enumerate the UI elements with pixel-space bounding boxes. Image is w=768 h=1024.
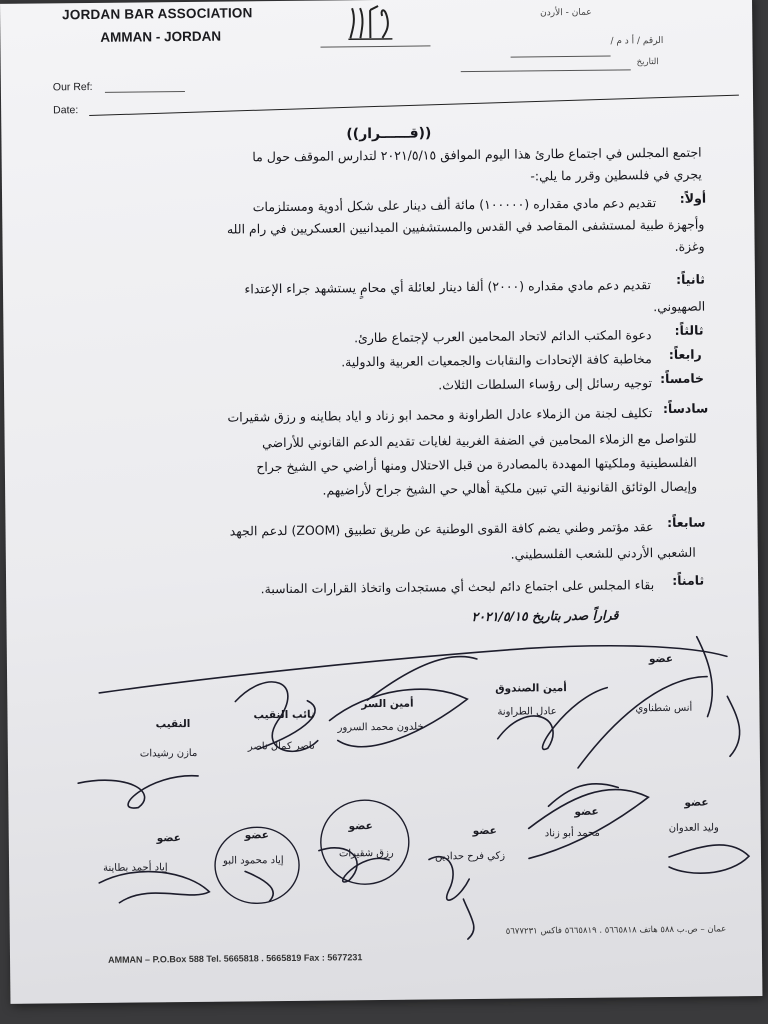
- item-1-line-1: تقديم دعم مادي مقداره (١٠٠٠٠٠) مائة ألف دينار على شكل أدوية ومستلزمات: [252, 195, 657, 215]
- ref-label-ar: الرقم / أ د م /: [610, 35, 664, 47]
- sig-name-9: زكي فرح حدادين: [434, 850, 506, 863]
- bar-association-logo: [342, 2, 398, 43]
- sig-title-2: نائب النقيب: [253, 708, 315, 722]
- decision-heading: ((قــــــرار)): [346, 125, 432, 143]
- item-label-7: سابعاً:: [666, 514, 706, 530]
- date-label-ar: التاريخ: [636, 57, 659, 68]
- sig-title-8: عضو: [348, 820, 373, 833]
- sig-name-7: إياد محمود البو: [222, 855, 284, 867]
- sig-title-11: عضو: [684, 796, 709, 809]
- item-5-text: توجيه رسائل إلى رؤساء السلطات الثلاث.: [438, 375, 653, 393]
- item-label-5: خامساً:: [660, 370, 705, 387]
- item-2-line-1: تقديم دعم مادي مقداره (٢٠٠٠) ألفا دينار لعائلة أي محامٍ يستشهد جراء الإعتداء: [244, 277, 652, 297]
- ref-line-ar: [511, 56, 611, 58]
- item-6-line-2: للتواصل مع الزملاء المحامين في الضفة الغربية لغايات تقديم الدعم القانوني للأراضي: [261, 430, 697, 451]
- decision-date: قراراً صدر بتاريخ ٢٠٢١/٥/١٥: [471, 607, 619, 625]
- org-city-ar: عمان - الأردن: [540, 7, 592, 19]
- item-label-4: رابعاً:: [668, 346, 702, 362]
- item-label-3: ثالثاً:: [674, 322, 704, 338]
- item-7-line-2: الشعبي الأردني للشعب الفلسطيني.: [510, 544, 696, 562]
- intro-line-1: اجتمع المجلس في اجتماع طارئ هذا اليوم الموافق ٢٠٢١/٥/١٥ لتدارس الموقف حول ما: [252, 144, 702, 165]
- date-line-en: [89, 95, 739, 116]
- sig-title-4: أمين الصندوق: [495, 682, 567, 695]
- sig-name-6: إياد أحمد بطاينة: [103, 862, 168, 874]
- item-1-line-3: وغزة.: [674, 238, 705, 254]
- our-ref-line: [105, 91, 185, 93]
- org-name-en: JORDAN BAR ASSOCIATION: [62, 5, 253, 23]
- item-6-line-4: وإيصال الوثائق القانونية التي تبين ملكية أهالي حي الشيخ جراح لأراضيهم.: [322, 478, 698, 498]
- ref-line-top: [320, 45, 430, 47]
- our-ref-label: Our Ref:: [52, 80, 93, 94]
- sig-title-6: عضو: [156, 832, 181, 845]
- item-label-1: أولاً:: [679, 190, 707, 206]
- footer-contact-ar: عمان – ص.ب ٥٨٨ هاتف ٥٦٦٥٨١٨ . ٥٦٦٥٨١٩ فاكس ٥٦٧٧٢٣١: [505, 924, 727, 937]
- sig-name-8: رزق شقيرات: [338, 847, 394, 860]
- sig-title-9: عضو: [472, 824, 497, 838]
- item-label-8: ثامناً:: [672, 572, 705, 588]
- item-label-6: سادساً:: [662, 400, 709, 417]
- item-1-line-2: وأجهزة طبية لمستشفى المقاصد في القدس والمستشفيين الميدانيين العسكريين في رام الله: [226, 216, 705, 237]
- item-3-text: دعوة المكتب الدائم لاتحاد المحامين العرب لإجتماع طارئ.: [353, 327, 652, 346]
- item-6-line-1: تكليف لجنة من الزملاء عادل الطراونة و محمد ابو زناد و اياد بطاينه و رزق شقيرات: [227, 405, 653, 425]
- item-6-line-3: الفلسطينية وملكيتها المهددة بالمصادرة من قبل الاحتلال ومنها أراضي حي الشيخ جراح: [256, 454, 697, 475]
- item-4-text: مخاطبة كافة الإتحادات والنقابات والجمعيات العربية والدولية.: [341, 351, 652, 370]
- org-city-en: AMMAN - JORDAN: [100, 28, 222, 45]
- sig-title-1: النقيب: [155, 717, 191, 731]
- item-2-line-2: الصهيوني.: [653, 298, 706, 315]
- sig-title-3: أمين السر: [361, 697, 414, 711]
- sig-name-5: أنس شطناوي: [635, 702, 693, 715]
- date-line-ar: [461, 69, 631, 72]
- sig-name-3: خلدون محمد السرور: [337, 721, 424, 734]
- sig-title-7: عضو: [244, 829, 269, 842]
- item-7-line-1: عقد مؤتمر وطني يضم كافة القوى الوطنية عن طريق تطبيق (ZOOM) لدعم الجهد: [229, 519, 654, 539]
- sig-name-10: محمد أبو زناد: [544, 827, 600, 840]
- item-label-2: ثانياً:: [675, 271, 706, 287]
- sig-title-5: عضو: [648, 652, 674, 666]
- intro-line-2: يجري في فلسطين وقرر ما يلي:-: [530, 166, 702, 184]
- date-label-en: Date:: [53, 104, 79, 117]
- sig-name-11: وليد العدوان: [668, 822, 719, 834]
- sig-name-4: عادل الطراونة: [497, 706, 557, 718]
- sig-name-1: مازن رشيدات: [139, 747, 198, 760]
- item-8-text: بقاء المجلس على اجتماع دائم لبحث أي مستجدات واتخاذ القرارات المناسبة.: [260, 577, 655, 597]
- footer-contact-en: AMMAN – P.O.Box 588 Tel. 5665818 . 5665819 Fax : 5677231: [107, 952, 363, 965]
- sig-title-10: عضو: [574, 805, 599, 818]
- sig-name-2: ناصر كمال ناصر: [247, 740, 315, 753]
